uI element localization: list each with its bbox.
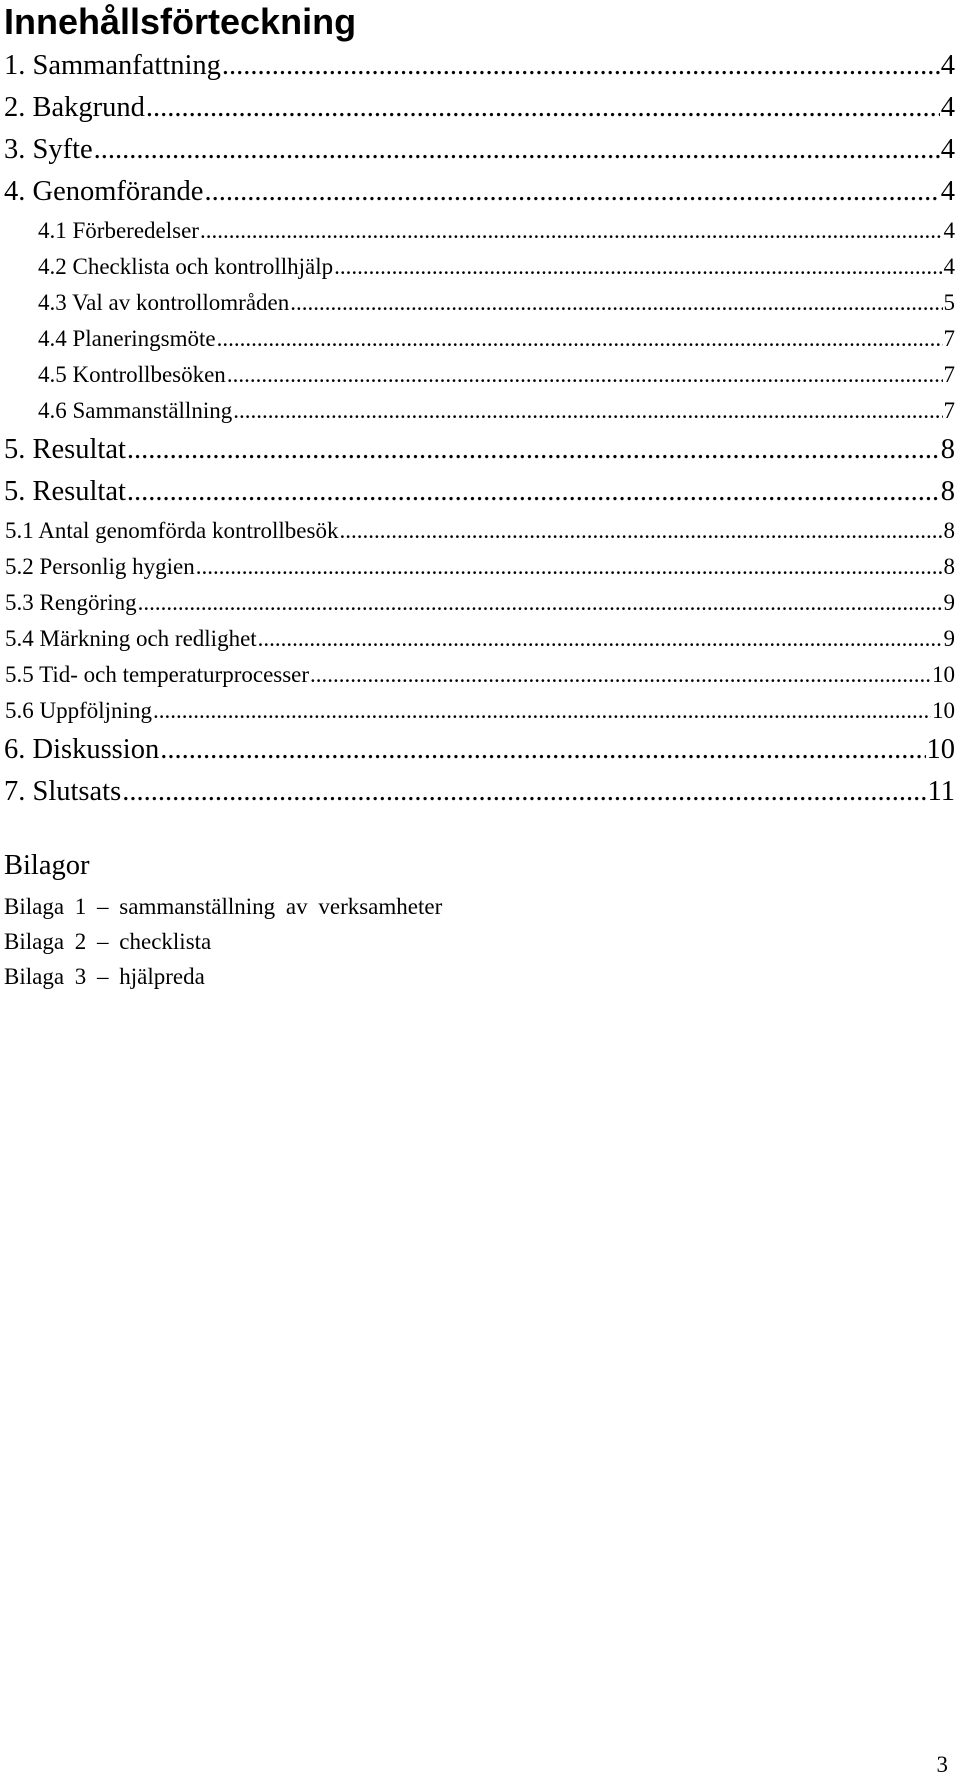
toc-entry-page: 4: [940, 134, 955, 165]
toc-entry[interactable]: [5, 698, 955, 724]
toc-entry-page: 7: [943, 326, 955, 351]
toc-leader: [196, 554, 943, 580]
toc-entry-page: 7: [943, 362, 955, 387]
toc-leader: [146, 92, 940, 124]
toc-entry-label: 4.6 Sammanställning: [38, 398, 233, 423]
toc-entry-page: 4: [943, 218, 955, 243]
toc-entry-label: 5.6 Uppföljning: [5, 698, 152, 723]
toc-entry-label: 4.3 Val av kontrollområden: [38, 290, 290, 315]
toc-entry-label: 7. Slutsats: [4, 776, 122, 807]
toc-entry[interactable]: [38, 398, 955, 424]
toc-leader: [122, 776, 926, 808]
toc-entry[interactable]: [4, 134, 955, 166]
toc-leader: [138, 590, 943, 616]
toc-entry[interactable]: [38, 218, 955, 244]
toc-entry-label: 6. Diskussion: [4, 734, 160, 765]
toc-entry[interactable]: [4, 92, 955, 124]
toc-entry-label: 5.5 Tid- och temperaturprocesser: [5, 662, 310, 687]
toc-leader: [334, 254, 942, 280]
toc-entry-page: 4: [940, 92, 955, 123]
toc-entry[interactable]: [5, 554, 955, 580]
toc-entry-page: 10: [932, 662, 955, 687]
toc-entry-label: 1. Sammanfattning: [4, 50, 221, 81]
toc-entry[interactable]: [4, 734, 955, 766]
toc-entry[interactable]: [38, 362, 955, 388]
toc-entry[interactable]: [5, 626, 955, 652]
toc-entry-page: 10: [932, 698, 955, 723]
toc-entry[interactable]: [5, 518, 955, 544]
toc-entry-page: 4: [940, 50, 955, 81]
toc-leader: [233, 398, 942, 424]
toc-entry-label: 5. Resultat: [4, 434, 126, 465]
toc-entry-label: 5.4 Märkning och redlighet: [5, 626, 257, 651]
toc-entry[interactable]: [5, 590, 955, 616]
toc-entry-label: 3. Syfte: [4, 134, 93, 165]
toc-entry-page: 10: [926, 734, 955, 765]
toc-entry-page: 5: [943, 290, 955, 315]
appendices-heading: Bilagor: [4, 850, 90, 881]
toc-entry-label: 4.5 Kontrollbesöken: [38, 362, 226, 387]
toc-entry-page: 9: [943, 626, 955, 651]
toc-entry-page: 8: [940, 434, 955, 465]
toc-entry-label: 2. Bakgrund: [4, 92, 145, 123]
toc-entry[interactable]: [38, 326, 955, 352]
toc-entry-label: 4. Genomförande: [4, 176, 204, 207]
toc-entry[interactable]: [4, 50, 955, 82]
toc-entry-page: 8: [943, 554, 955, 579]
toc-leader: [227, 362, 943, 388]
toc-entry-label: 4.4 Planeringsmöte: [38, 326, 216, 351]
toc-leader: [160, 734, 925, 766]
toc-leader: [290, 290, 942, 316]
toc-entry-label: 5.1 Antal genomförda kontrollbesök: [5, 518, 339, 543]
toc-leader: [204, 176, 939, 208]
toc-entry-page: 11: [927, 776, 955, 807]
toc-leader: [217, 326, 943, 352]
toc-entry[interactable]: [4, 476, 955, 508]
toc-entry-page: 4: [943, 254, 955, 279]
toc-leader: [258, 626, 943, 652]
toc-entry-page: 8: [940, 476, 955, 507]
toc-entry-label: 4.1 Förberedelser: [38, 218, 199, 243]
toc-entry-page: 4: [940, 176, 955, 207]
toc-entry-page: 9: [943, 590, 955, 615]
appendix-item: Bilaga 1 – sammanställning av verksamheter: [4, 894, 443, 919]
toc-leader: [339, 518, 942, 544]
toc-leader: [200, 218, 943, 244]
toc-entry-label: 4.2 Checklista och kontrollhjälp: [38, 254, 334, 279]
toc-entry[interactable]: [4, 434, 955, 466]
toc-entry[interactable]: [4, 776, 955, 808]
toc-entry[interactable]: [4, 176, 955, 208]
toc-entry-label: 5. Resultat: [4, 476, 126, 507]
page-title: Innehållsförteckning: [4, 1, 357, 42]
toc-leader: [94, 134, 940, 166]
toc-entry-page: 8: [943, 518, 955, 543]
toc-leader: [310, 662, 931, 688]
toc-entry-label: 5.2 Personlig hygien: [5, 554, 195, 579]
appendix-item: Bilaga 3 – hjälpreda: [4, 964, 205, 989]
toc-leader: [222, 50, 940, 82]
appendix-item: Bilaga 2 – checklista: [4, 929, 212, 954]
page-number: 3: [936, 1752, 948, 1777]
toc-leader: [127, 476, 940, 508]
toc-leader: [153, 698, 931, 724]
toc-entry[interactable]: [38, 290, 955, 316]
toc-entry-label: 5.3 Rengöring: [5, 590, 137, 615]
toc-entry-page: 7: [943, 398, 955, 423]
toc-entry[interactable]: [5, 662, 955, 688]
toc-leader: [127, 434, 940, 466]
toc-entry[interactable]: [38, 254, 955, 280]
